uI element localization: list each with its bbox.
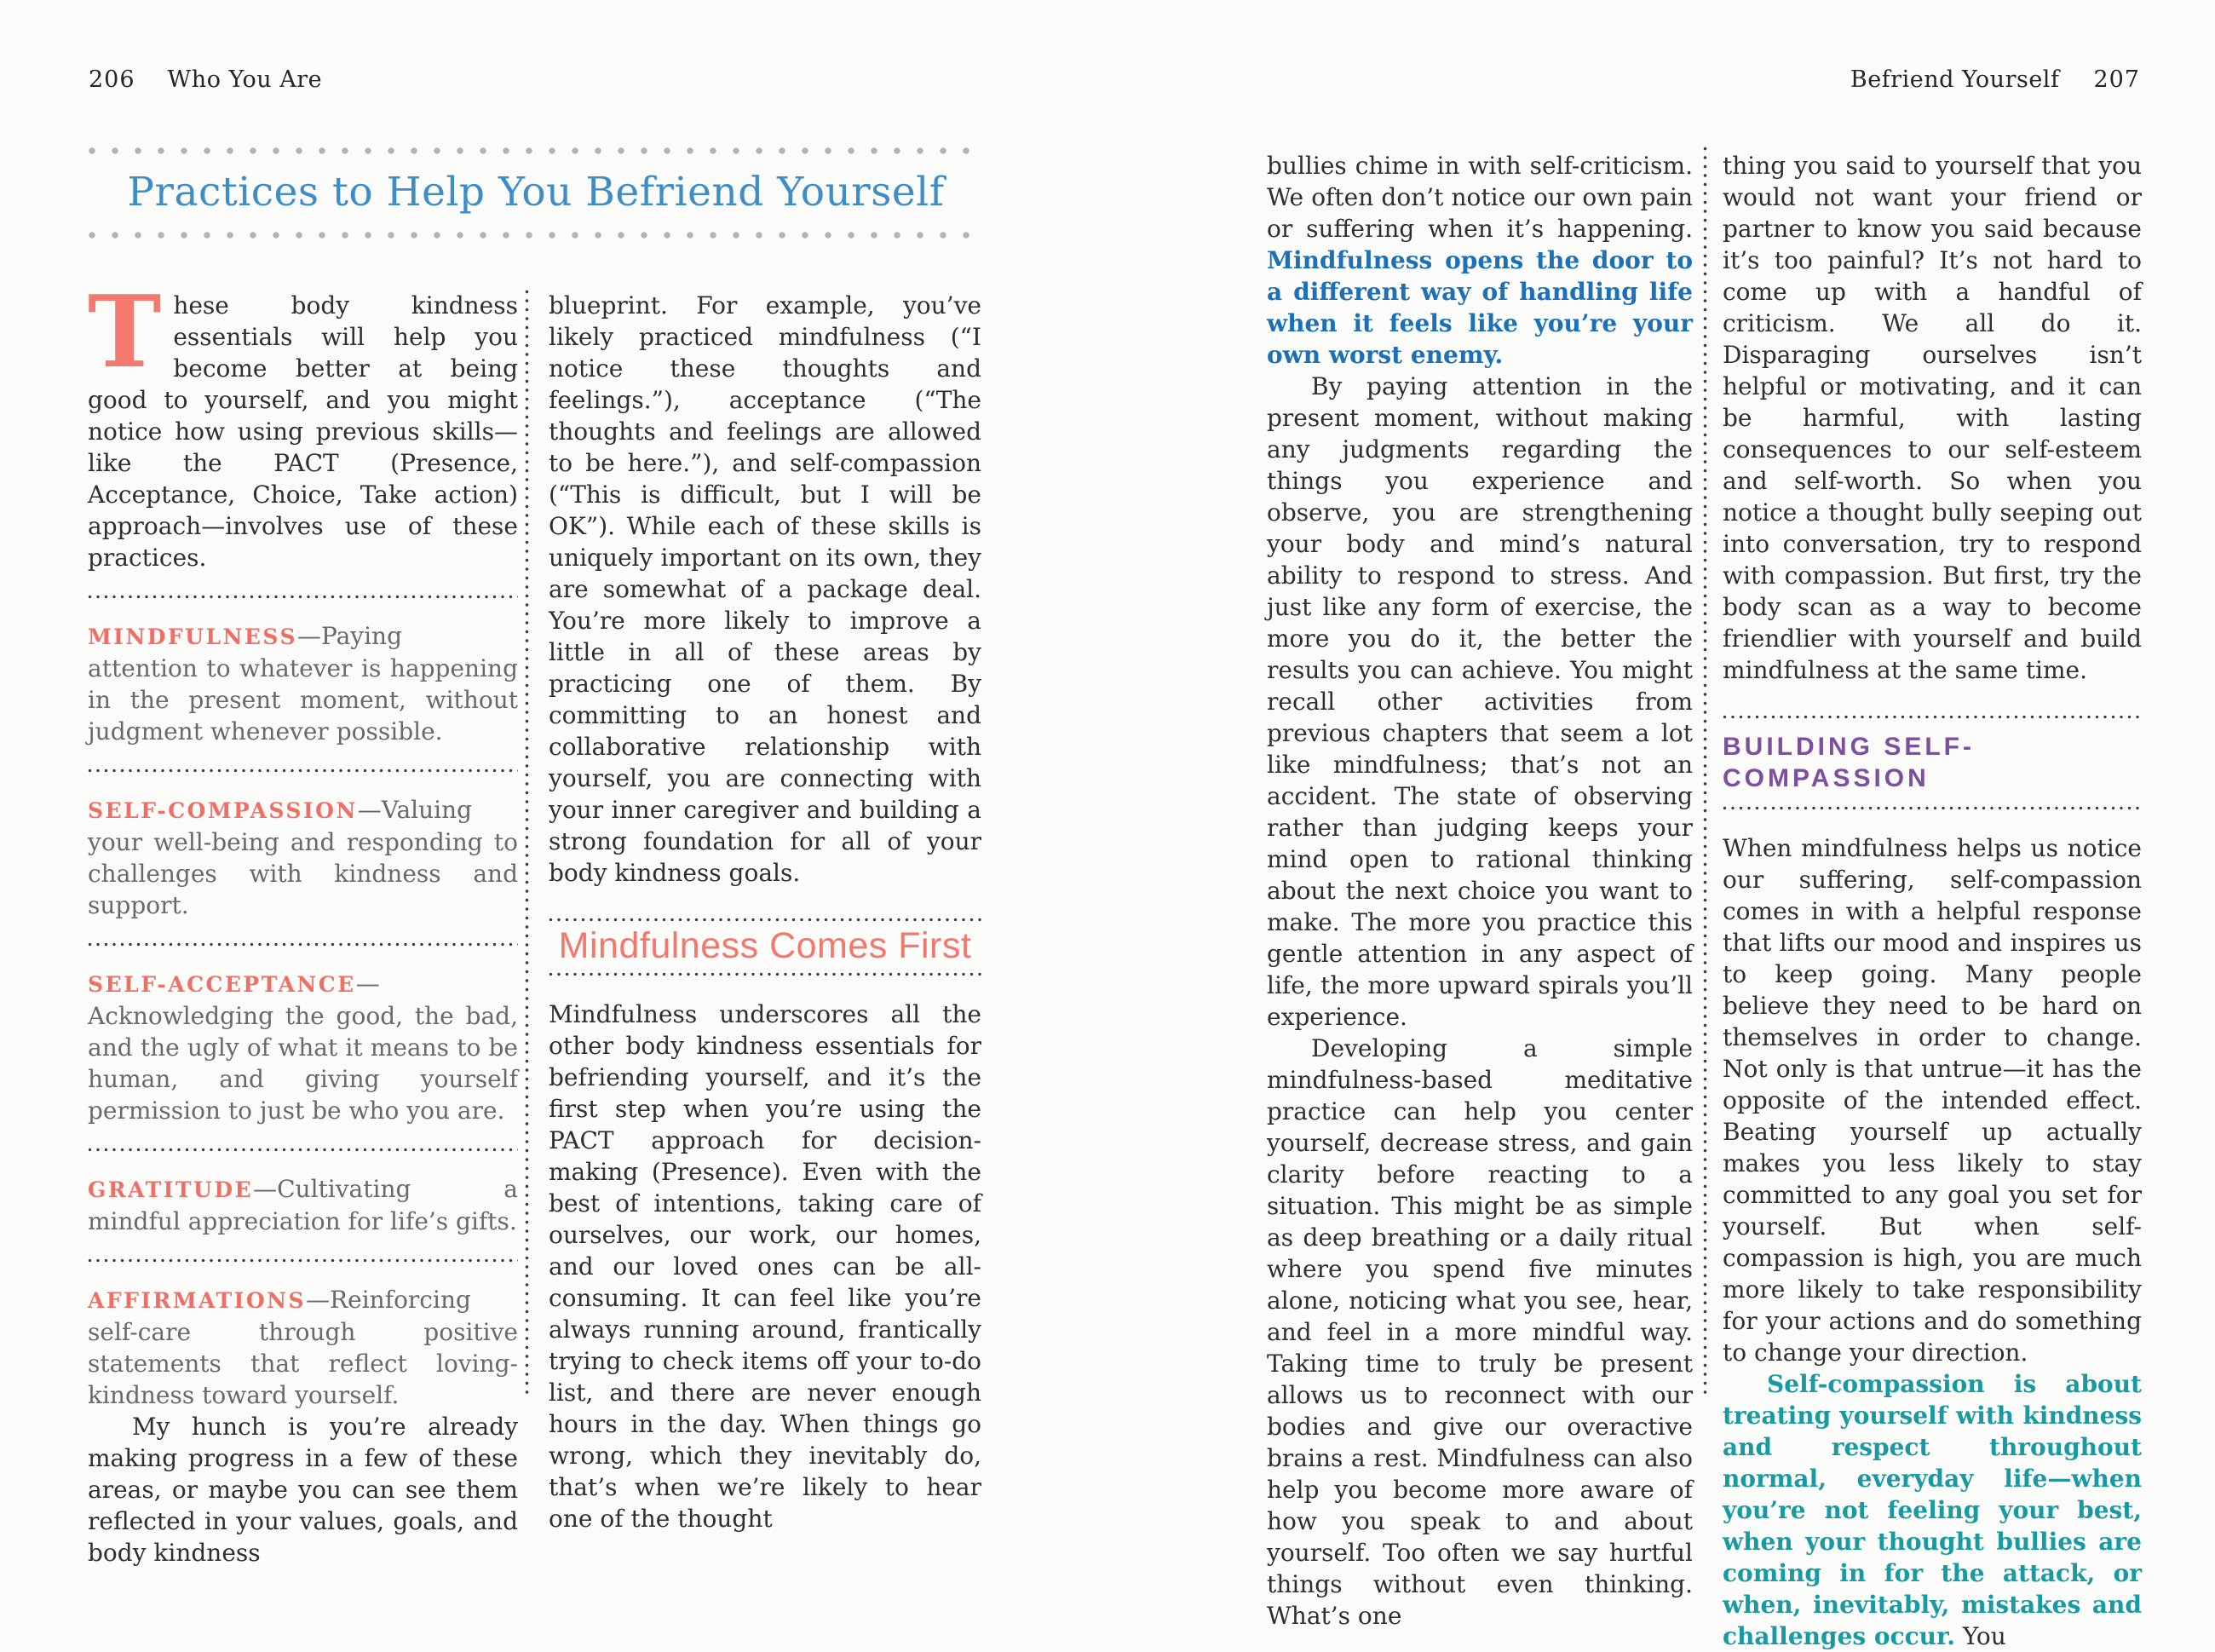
right-running-head: [1850, 66, 2140, 93]
definition-term: MINDFULNESS: [88, 625, 297, 649]
subheading-block: [549, 918, 981, 976]
definition-text: —Cultivating a mindful appreciation for life’s gifts.: [88, 1175, 518, 1235]
dotted-rule-bottom: [88, 231, 984, 239]
dotted-rule: [549, 918, 981, 922]
right-page-column-1: [1267, 150, 1693, 1632]
drop-cap: T: [88, 274, 162, 390]
dotted-rule: [88, 595, 518, 599]
column3-paragraph-1: [1267, 150, 1693, 371]
dotted-rule: [88, 1258, 518, 1263]
right-page-column-2: [1723, 150, 2142, 1652]
column3-paragraph-2: By paying attention in the present moment, without making any judgments regarding the things you experience and observe, you are strengthening your body and mind’s natural ability to respond to stress. And just like any form of exercise, the more you do it, the better the results you can achieve. You might recall other activities from previous chapters that seem a lot like mindfulness; that’s not an accident. The state of observing rather than judging keeps your mind open to rational thinking about the next choice you want to make. The more you practice this gentle attention in any aspect of life, the more upward spirals you’ll experience.: [1267, 372, 1693, 1031]
intro-text: hese body kindness essentials will help you become better at being good to yourself, and you might notice how using previous skills—like the PACT (Presence, Acceptance, Choice, Take action) approach—involves use of these practices.: [88, 291, 518, 572]
dotted-rule: [88, 768, 518, 773]
dotted-rule: [549, 972, 981, 976]
definition-mindfulness: [88, 620, 518, 747]
dotted-rule: [1723, 806, 2142, 810]
paragraph-text: bullies chime in with self-criticism. We often don’t notice our own pain or suffering when it’s happening.: [1267, 152, 1693, 243]
left-running-head-text: Who You Are: [167, 66, 323, 93]
subheading-mindfulness-comes-first: Mindfulness Comes First: [558, 925, 972, 966]
section-title-block: [88, 147, 984, 239]
column2-paragraph-2: Mindfulness underscores all the other body kindness essentials for befriending yourself, and it’s the first step when you’re using the PACT approach for decision-making (Presence). Even with the best of intentions, taking care of ourselves, our work, our homes, and our loved ones can be all-consuming. It can feel like you’re always running around, frantically trying to check items off your to-do list, and there are never enough hours in the day. When things go wrong, which they inevitably do, that’s when we’re likely to hear one of the thought: [549, 1000, 981, 1533]
dotted-rule-top: [88, 147, 984, 155]
right-running-head-text: Befriend Yourself: [1850, 66, 2060, 93]
column4-paragraph-3: [1723, 1368, 2142, 1652]
definition-gratitude: [88, 1173, 518, 1237]
column3-paragraph-3: Developing a simple mindfulness-based meditative practice can help you center yourself, decrease stress, and gain clarity before reacting to a situation. This might be as simple as deep breathing or a daily ritual where you spend five minutes alone, noticing what you see, hear, and feel in a more mindful way. Taking time to truly be present allows us to reconnect with our bodies and give our overactive brains a rest. Mindfulness can also help you become more aware of how you speak to and about yourself. Too often we say hurtful things without even thinking. What’s one: [1267, 1034, 1693, 1630]
left-running-head: [89, 66, 322, 93]
definition-text: —Paying attention to whatever is happening in the present moment, without judgment whenever possible.: [88, 622, 518, 745]
definition-self-compassion: [88, 794, 518, 921]
intro-paragraph: [88, 274, 518, 573]
left-page-column-2: [549, 290, 981, 1534]
emphasis-teal-text: Self-compassion is about treating yourself with kindness and respect throughout normal, everyday life—when you’re not feeling your best, when your thought bullies are coming in for the attack, or when, inevitably, mistakes and challenges occur.: [1723, 1370, 2142, 1650]
definition-term: GRATITUDE: [88, 1177, 254, 1202]
definition-term: AFFIRMATIONS: [88, 1288, 307, 1313]
left-page-number: 206: [89, 66, 135, 93]
column-divider-dotted: [1703, 147, 1707, 1394]
definition-text: —Acknowledging the good, the bad, and the ugly of what it means to be human, and giving yourself permission to just be who you are.: [88, 970, 518, 1125]
subheading-building-self-compassion: BUILDING SELF-COMPASSION: [1723, 733, 1975, 792]
section-title: Practices to Help You Befriend Yourself: [127, 169, 945, 216]
left-page-column-1: [88, 274, 518, 1569]
column2-paragraph-1: blueprint. For example, you’ve likely practiced mindfulness (“I notice these thoughts and feelings.”), acceptance (“The thoughts and feelings are allowed to be here.”), and self-compassion (“This is difficult, but I will be OK”). While each of these skills is uniquely important on its own, they are somewhat of a package deal. You’re more likely to improve a little in all of these areas by practicing one of them. By committing to an honest and collaborative relationship with yourself, you are connecting with your inner caregiver and building a strong foundation for all of your body kindness goals.: [549, 291, 981, 887]
column4-paragraph-2: When mindfulness helps us notice our suffering, self-compassion comes in with a helpful response that lifts our mood and inspires us to keep going. Many people believe they need to be hard on themselves in order to change. Not only is that untrue—it has the opposite of the intended effect. Beating yourself up actually makes you less likely to stay committed to any goal you set for yourself. But when self-compassion is high, you are much more likely to take responsibility for your actions and do something to change your direction.: [1723, 834, 2142, 1367]
paragraph-text: You: [1954, 1622, 2006, 1650]
column4-paragraph-1: thing you said to yourself that you would not want your friend or partner to know you said because it’s too painful? It’s not hard to come up with a handful of criticism. We all do it. Disparaging ourselves isn’t helpful or motivating, and it can be harmful, with lasting consequences to our self-esteem and self-worth. So when you notice a thought bully seeping out into conversation, try to respond with compassion. But first, try the body scan as a way to become friendlier with yourself and build mindfulness at the same time.: [1723, 152, 2142, 684]
definition-text: —Valuing your well-being and responding to challenges with kindness and support.: [88, 796, 518, 919]
definition-text: —Reinforcing self-care through positive statements that reflect loving-kindness toward yourself.: [88, 1286, 518, 1409]
dotted-rule: [1723, 715, 2142, 719]
definition-self-acceptance: [88, 968, 518, 1126]
subheading-block: [1723, 715, 2142, 810]
definition-affirmations: [88, 1284, 518, 1411]
emphasis-blue-text: Mindfulness opens the door to a different way of handling life when it feels like you’re your own worst enemy.: [1267, 246, 1693, 369]
dotted-rule: [88, 942, 518, 947]
dotted-rule: [88, 1148, 518, 1152]
right-page-number: 207: [2093, 66, 2140, 93]
definition-term: SELF-ACCEPTANCE: [88, 972, 356, 997]
definition-term: SELF-COMPASSION: [88, 798, 358, 823]
column1-closing-paragraph: My hunch is you’re already making progress in a few of these areas, or maybe you can see them reflected in your values, goals, and body kindness: [88, 1413, 518, 1567]
column-divider-dotted: [525, 290, 529, 1394]
